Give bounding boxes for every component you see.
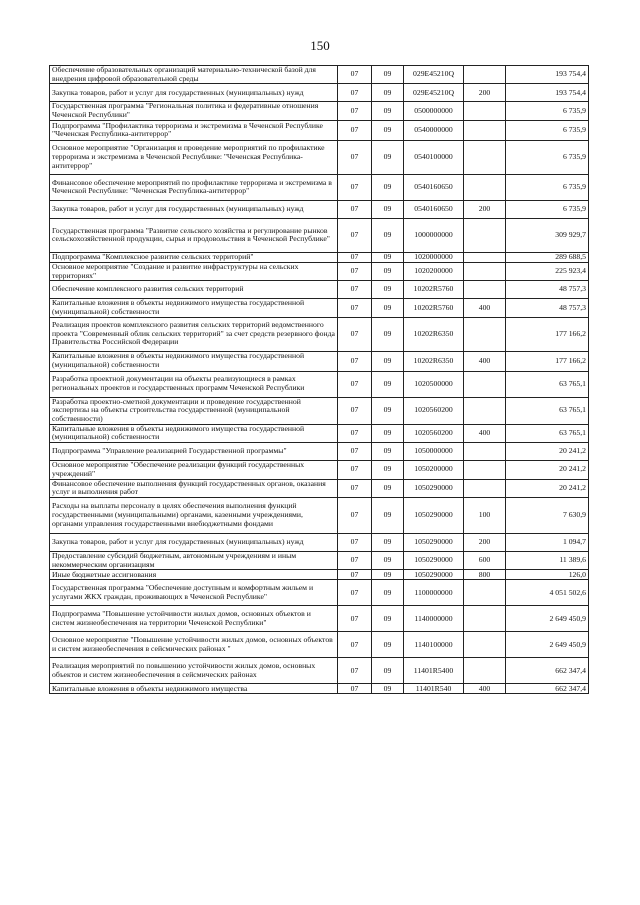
row-expense-type-cell xyxy=(464,317,506,351)
row-target-article-cell: 0540000000 xyxy=(404,120,464,140)
row-target-article-cell: 1050290000 xyxy=(404,551,464,569)
row-amount-cell: 177 166,2 xyxy=(506,351,589,371)
row-expense-type-cell xyxy=(464,632,506,658)
row-target-article-cell: 0540100000 xyxy=(404,140,464,174)
row-target-article-cell: 10202R5760 xyxy=(404,299,464,317)
table-row xyxy=(50,551,589,569)
row-amount-cell: 193 754,4 xyxy=(506,66,589,84)
row-subsection-cell: 09 xyxy=(372,218,404,252)
row-expense-type-cell xyxy=(464,580,506,606)
row-expense-type-cell: 400 xyxy=(464,299,506,317)
table-row xyxy=(50,658,589,684)
table-row xyxy=(50,252,589,262)
row-amount-cell: 20 241,2 xyxy=(506,443,589,461)
row-target-article-cell: 10202R5760 xyxy=(404,281,464,299)
row-name-cell: Финансовое обеспечение выполнения функций государственных органов, оказания услуг и выполнения работ xyxy=(50,479,338,497)
row-subsection-cell: 09 xyxy=(372,140,404,174)
row-section-cell: 07 xyxy=(338,84,372,102)
row-target-article-cell: 1050290000 xyxy=(404,570,464,580)
row-subsection-cell: 09 xyxy=(372,606,404,632)
table-row xyxy=(50,351,589,371)
row-name-cell: Государственная программа "Развитие сельского хозяйства и регулирование рынков сельскохозяйственной продукции, сырья и продовольствия в Чеченской Республике" xyxy=(50,218,338,252)
table-row xyxy=(50,397,589,424)
row-expense-type-cell: 600 xyxy=(464,551,506,569)
row-expense-type-cell xyxy=(464,262,506,280)
row-target-article-cell: 1050290000 xyxy=(404,497,464,533)
row-subsection-cell: 09 xyxy=(372,102,404,120)
table-row xyxy=(50,461,589,479)
row-name-cell: Основное мероприятие "Создание и развитие инфраструктуры на сельских территориях" xyxy=(50,262,338,280)
row-name-cell: Капитальные вложения в объекты недвижимого имущества государственной (муниципальной) собственности xyxy=(50,424,338,442)
row-name-cell: Основное мероприятие "Организация и проведение мероприятий по профилактике терроризма и экстремизма в Чеченской Республике: "Чеченская Республика-антитеррор" xyxy=(50,140,338,174)
row-section-cell: 07 xyxy=(338,533,372,551)
row-name-cell: Закупка товаров, работ и услуг для государственных (муниципальных) нужд xyxy=(50,200,338,218)
row-expense-type-cell: 200 xyxy=(464,200,506,218)
row-name-cell: Подпрограмма "Профилактика терроризма и экстремизма в Чеченской Республике "Чеченская Республика-антитеррор" xyxy=(50,120,338,140)
row-amount-cell: 20 241,2 xyxy=(506,479,589,497)
row-expense-type-cell xyxy=(464,658,506,684)
row-name-cell: Подпрограмма "Повышение устойчивости жилых домов, основных объектов и систем жизнеобеспечения на территории Чеченской Республики" xyxy=(50,606,338,632)
table-row xyxy=(50,684,589,694)
row-section-cell: 07 xyxy=(338,606,372,632)
row-target-article-cell: 029E45210Q xyxy=(404,84,464,102)
row-amount-cell: 662 347,4 xyxy=(506,684,589,694)
row-subsection-cell: 09 xyxy=(372,497,404,533)
table-row xyxy=(50,580,589,606)
row-amount-cell: 6 735,9 xyxy=(506,174,589,200)
row-amount-cell: 309 929,7 xyxy=(506,218,589,252)
row-subsection-cell: 09 xyxy=(372,252,404,262)
table-row xyxy=(50,140,589,174)
row-amount-cell: 126,0 xyxy=(506,570,589,580)
table-row xyxy=(50,218,589,252)
row-name-cell: Государственная программа "Региональная политика и федеративные отношения Чеченской Республики" xyxy=(50,102,338,120)
row-amount-cell: 7 630,9 xyxy=(506,497,589,533)
row-subsection-cell: 09 xyxy=(372,533,404,551)
row-expense-type-cell: 200 xyxy=(464,533,506,551)
row-expense-type-cell: 800 xyxy=(464,570,506,580)
row-name-cell: Закупка товаров, работ и услуг для государственных (муниципальных) нужд xyxy=(50,84,338,102)
row-subsection-cell: 09 xyxy=(372,461,404,479)
table-row xyxy=(50,424,589,442)
row-amount-cell: 63 765,1 xyxy=(506,424,589,442)
row-target-article-cell: 11401R540 xyxy=(404,684,464,694)
row-subsection-cell: 09 xyxy=(372,262,404,280)
budget-table xyxy=(49,65,589,694)
row-expense-type-cell: 100 xyxy=(464,497,506,533)
row-target-article-cell: 0500000000 xyxy=(404,102,464,120)
row-subsection-cell: 09 xyxy=(372,84,404,102)
row-expense-type-cell xyxy=(464,606,506,632)
table-row xyxy=(50,281,589,299)
table-row xyxy=(50,299,589,317)
row-target-article-cell: 1020560200 xyxy=(404,424,464,442)
row-expense-type-cell xyxy=(464,397,506,424)
row-target-article-cell: 1140100000 xyxy=(404,632,464,658)
row-subsection-cell: 09 xyxy=(372,551,404,569)
row-name-cell: Обеспечение комплексного развития сельских территорий xyxy=(50,281,338,299)
row-name-cell: Расходы на выплаты персоналу в целях обеспечения выполнения функций государственными (муниципальными) органами, казенными учреждениями, органами управления государственными внебюджетными фондами xyxy=(50,497,338,533)
row-section-cell: 07 xyxy=(338,281,372,299)
table-row xyxy=(50,120,589,140)
row-subsection-cell: 09 xyxy=(372,351,404,371)
table-row xyxy=(50,570,589,580)
row-section-cell: 07 xyxy=(338,479,372,497)
row-name-cell: Разработка проектно-сметной документации и проведение государственной экспертизы на объекты строительства государственной (муниципальной собственности) xyxy=(50,397,338,424)
row-target-article-cell: 10202R6350 xyxy=(404,351,464,371)
row-expense-type-cell xyxy=(464,252,506,262)
row-target-article-cell: 1020000000 xyxy=(404,252,464,262)
row-section-cell: 07 xyxy=(338,174,372,200)
row-section-cell: 07 xyxy=(338,252,372,262)
budget-table-body xyxy=(50,66,589,694)
row-amount-cell: 2 649 450,9 xyxy=(506,606,589,632)
row-amount-cell: 6 735,9 xyxy=(506,102,589,120)
row-subsection-cell: 09 xyxy=(372,299,404,317)
row-subsection-cell: 09 xyxy=(372,200,404,218)
row-name-cell: Закупка товаров, работ и услуг для государственных (муниципальных) нужд xyxy=(50,533,338,551)
row-expense-type-cell xyxy=(464,281,506,299)
row-name-cell: Основное мероприятие "Повышение устойчивости жилых домов, основных объектов и систем жизнеобеспечения в сейсмических районах " xyxy=(50,632,338,658)
row-amount-cell: 177 166,2 xyxy=(506,317,589,351)
row-section-cell: 07 xyxy=(338,580,372,606)
row-amount-cell: 6 735,9 xyxy=(506,200,589,218)
row-name-cell: Финансовое обеспечение мероприятий по профилактике терроризма и экстремизма в Чеченской Республике: "Чеченская Республика-антитеррор" xyxy=(50,174,338,200)
row-amount-cell: 193 754,4 xyxy=(506,84,589,102)
row-amount-cell: 4 051 502,6 xyxy=(506,580,589,606)
row-expense-type-cell xyxy=(464,174,506,200)
row-name-cell: Обеспечение образовательных организаций материально-технической базой для внедрения цифровой образовательной среды xyxy=(50,66,338,84)
row-section-cell: 07 xyxy=(338,218,372,252)
row-target-article-cell: 1050000000 xyxy=(404,443,464,461)
row-target-article-cell: 10202R6350 xyxy=(404,317,464,351)
row-expense-type-cell: 400 xyxy=(464,424,506,442)
row-target-article-cell: 1050290000 xyxy=(404,479,464,497)
row-expense-type-cell: 200 xyxy=(464,84,506,102)
table-row xyxy=(50,533,589,551)
row-section-cell: 07 xyxy=(338,424,372,442)
row-expense-type-cell: 400 xyxy=(464,684,506,694)
row-subsection-cell: 09 xyxy=(372,684,404,694)
row-subsection-cell: 09 xyxy=(372,120,404,140)
row-expense-type-cell xyxy=(464,443,506,461)
row-target-article-cell: 1100000000 xyxy=(404,580,464,606)
table-row xyxy=(50,66,589,84)
row-expense-type-cell xyxy=(464,461,506,479)
row-section-cell: 07 xyxy=(338,461,372,479)
row-subsection-cell: 09 xyxy=(372,174,404,200)
row-name-cell: Реализация мероприятий по повышению устойчивости жилых домов, основных объектов и систем жизнеобеспечения в сейсмических районах xyxy=(50,658,338,684)
row-section-cell: 07 xyxy=(338,497,372,533)
row-name-cell: Иные бюджетные ассигнования xyxy=(50,570,338,580)
row-amount-cell: 1 094,7 xyxy=(506,533,589,551)
row-section-cell: 07 xyxy=(338,262,372,280)
row-target-article-cell: 1020500000 xyxy=(404,371,464,397)
row-name-cell: Подпрограмма "Управление реализацией Государственной программы" xyxy=(50,443,338,461)
row-subsection-cell: 09 xyxy=(372,424,404,442)
row-section-cell: 07 xyxy=(338,66,372,84)
row-target-article-cell: 0540160650 xyxy=(404,200,464,218)
table-row xyxy=(50,84,589,102)
row-section-cell: 07 xyxy=(338,658,372,684)
row-amount-cell: 2 649 450,9 xyxy=(506,632,589,658)
row-subsection-cell: 09 xyxy=(372,632,404,658)
table-row xyxy=(50,497,589,533)
row-section-cell: 07 xyxy=(338,351,372,371)
row-expense-type-cell xyxy=(464,140,506,174)
row-amount-cell: 63 765,1 xyxy=(506,371,589,397)
row-subsection-cell: 09 xyxy=(372,371,404,397)
row-expense-type-cell xyxy=(464,218,506,252)
row-section-cell: 07 xyxy=(338,684,372,694)
row-section-cell: 07 xyxy=(338,317,372,351)
table-row xyxy=(50,262,589,280)
row-amount-cell: 20 241,2 xyxy=(506,461,589,479)
row-target-article-cell: 1020200000 xyxy=(404,262,464,280)
row-target-article-cell: 1020560200 xyxy=(404,397,464,424)
row-subsection-cell: 09 xyxy=(372,397,404,424)
row-section-cell: 07 xyxy=(338,632,372,658)
row-section-cell: 07 xyxy=(338,299,372,317)
row-section-cell: 07 xyxy=(338,570,372,580)
row-expense-type-cell xyxy=(464,66,506,84)
row-section-cell: 07 xyxy=(338,397,372,424)
row-expense-type-cell xyxy=(464,120,506,140)
row-section-cell: 07 xyxy=(338,120,372,140)
table-row xyxy=(50,479,589,497)
row-amount-cell: 6 735,9 xyxy=(506,120,589,140)
table-row xyxy=(50,102,589,120)
row-amount-cell: 48 757,3 xyxy=(506,281,589,299)
row-target-article-cell: 1000000000 xyxy=(404,218,464,252)
row-expense-type-cell xyxy=(464,102,506,120)
row-target-article-cell: 1050290000 xyxy=(404,533,464,551)
row-section-cell: 07 xyxy=(338,371,372,397)
row-target-article-cell: 1050200000 xyxy=(404,461,464,479)
row-name-cell: Разработка проектной документации на объекты реализующиеся в рамках региональных проектов и государственных программ Чеченской Республики xyxy=(50,371,338,397)
row-section-cell: 07 xyxy=(338,102,372,120)
row-subsection-cell: 09 xyxy=(372,479,404,497)
row-subsection-cell: 09 xyxy=(372,658,404,684)
row-section-cell: 07 xyxy=(338,551,372,569)
row-amount-cell: 11 389,6 xyxy=(506,551,589,569)
row-amount-cell: 662 347,4 xyxy=(506,658,589,684)
row-name-cell: Капитальные вложения в объекты недвижимого имущества государственной (муниципальной) собственности xyxy=(50,351,338,371)
table-row xyxy=(50,371,589,397)
table-row xyxy=(50,200,589,218)
row-expense-type-cell: 400 xyxy=(464,351,506,371)
row-name-cell: Реализация проектов комплексного развития сельских территорий ведомственного проекта "Современный облик сельских территорий" за счет средств резервного фонда Правительства Российской Федерации xyxy=(50,317,338,351)
table-row xyxy=(50,632,589,658)
row-amount-cell: 48 757,3 xyxy=(506,299,589,317)
row-name-cell: Предоставление субсидий бюджетным, автономным учреждениям и иным некоммерческим организациям xyxy=(50,551,338,569)
row-amount-cell: 225 923,4 xyxy=(506,262,589,280)
row-target-article-cell: 1140000000 xyxy=(404,606,464,632)
row-amount-cell: 63 765,1 xyxy=(506,397,589,424)
page-number: 150 xyxy=(310,38,330,53)
table-row xyxy=(50,443,589,461)
row-section-cell: 07 xyxy=(338,200,372,218)
row-subsection-cell: 09 xyxy=(372,66,404,84)
row-subsection-cell: 09 xyxy=(372,317,404,351)
row-subsection-cell: 09 xyxy=(372,570,404,580)
table-row xyxy=(50,606,589,632)
row-subsection-cell: 09 xyxy=(372,580,404,606)
row-expense-type-cell xyxy=(464,371,506,397)
row-section-cell: 07 xyxy=(338,140,372,174)
row-name-cell: Капитальные вложения в объекты недвижимого имущества xyxy=(50,684,338,694)
row-amount-cell: 289 688,5 xyxy=(506,252,589,262)
table-row xyxy=(50,317,589,351)
row-target-article-cell: 0540160650 xyxy=(404,174,464,200)
row-name-cell: Подпрограмма "Комплексное развитие сельских территорий" xyxy=(50,252,338,262)
row-subsection-cell: 09 xyxy=(372,281,404,299)
row-subsection-cell: 09 xyxy=(372,443,404,461)
row-target-article-cell: 029E45210Q xyxy=(404,66,464,84)
row-name-cell: Государственная программа "Обеспечение доступным и комфортным жильем и услугами ЖКХ граждан, проживающих в Чеченской Республике" xyxy=(50,580,338,606)
row-target-article-cell: 11401R5400 xyxy=(404,658,464,684)
row-amount-cell: 6 735,9 xyxy=(506,140,589,174)
row-name-cell: Основное мероприятие "Обеспечение реализации функций государственных учреждений" xyxy=(50,461,338,479)
row-name-cell: Капитальные вложения в объекты недвижимого имущества государственной (муниципальной) собственности xyxy=(50,299,338,317)
row-expense-type-cell xyxy=(464,479,506,497)
table-row xyxy=(50,174,589,200)
row-section-cell: 07 xyxy=(338,443,372,461)
